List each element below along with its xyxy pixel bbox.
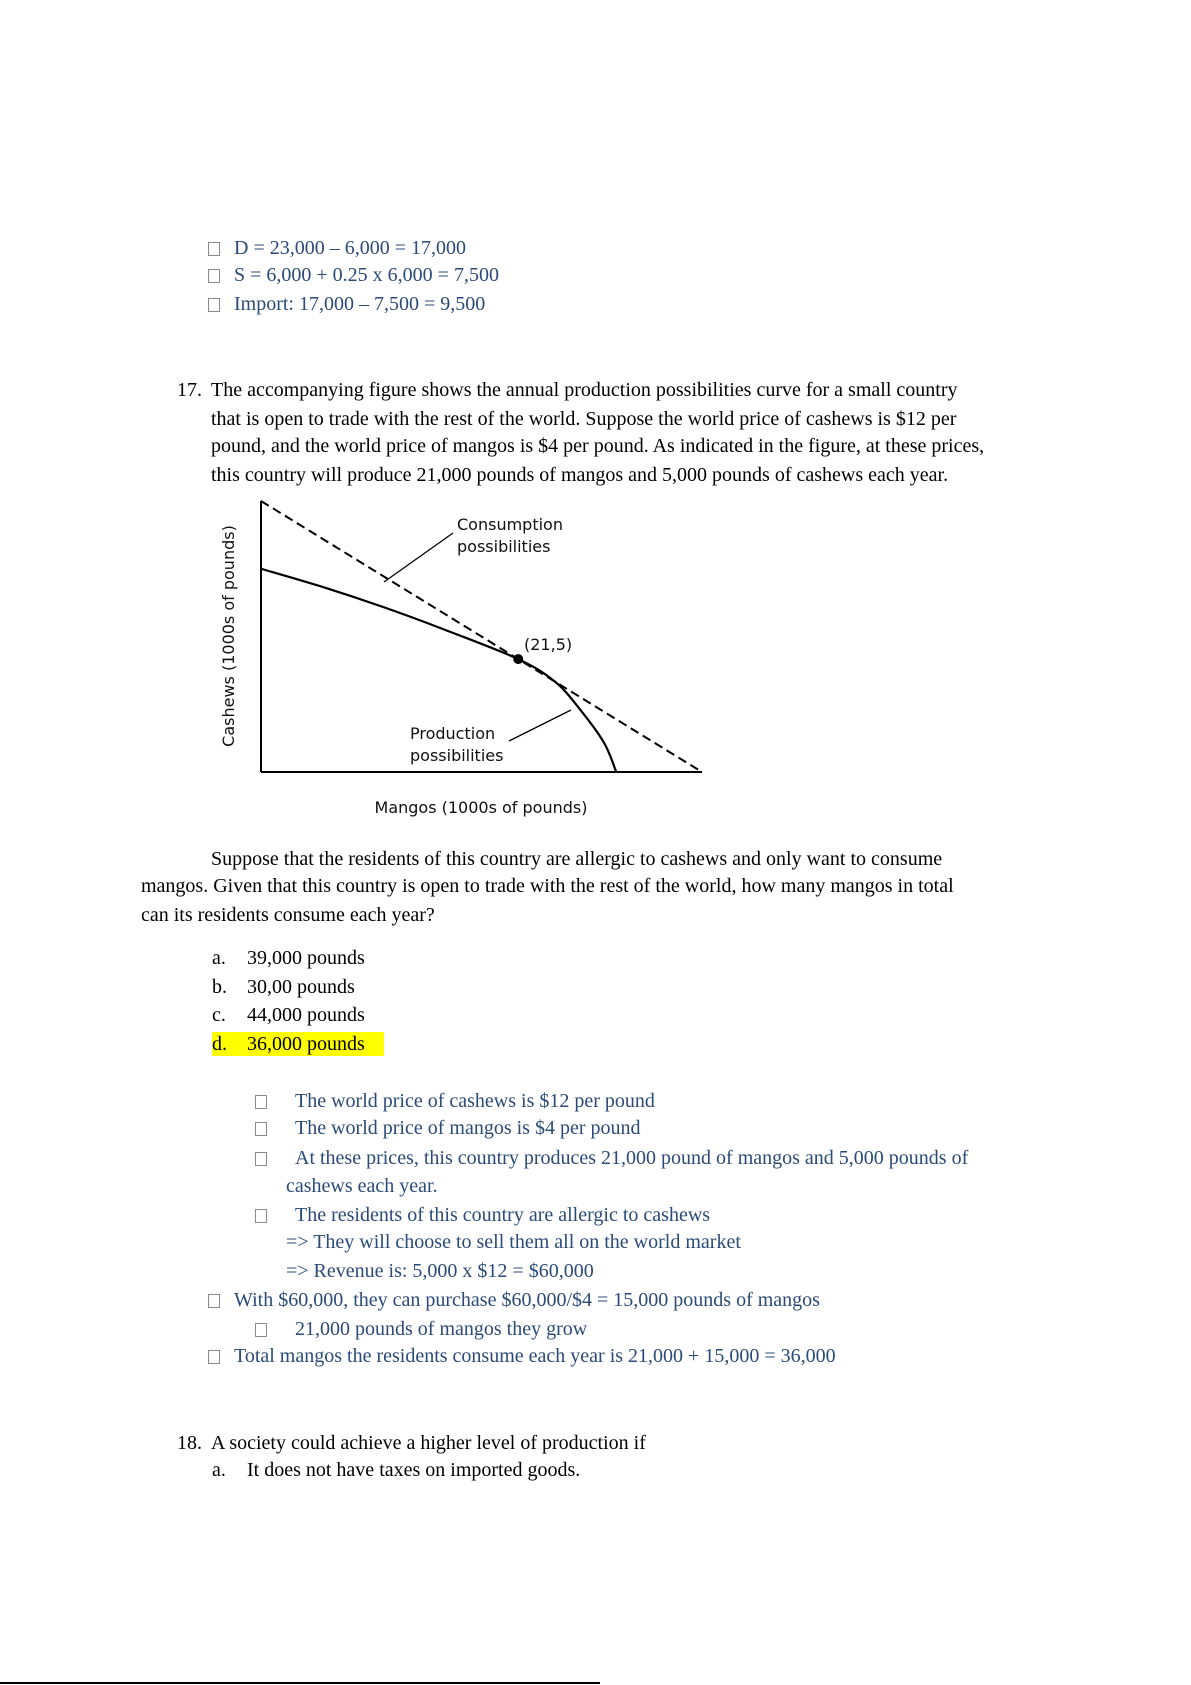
question-text: A society could achieve a higher level of production if bbox=[211, 1432, 646, 1454]
explanation-line: The world price of cashews is $12 per pound bbox=[295, 1090, 655, 1112]
option-letter: a. bbox=[212, 1459, 226, 1481]
explanation-line: The residents of this country are allergic to cashews bbox=[295, 1204, 711, 1226]
option-text: 39,000 pounds bbox=[247, 947, 365, 969]
option-letter: d. bbox=[212, 1033, 227, 1055]
consumption-leader-line bbox=[384, 533, 453, 582]
option-letter: b. bbox=[212, 976, 227, 998]
footer-rule bbox=[0, 1682, 600, 1684]
explanation-line: At these prices, this country produces 21,000 pound of mangos and 5,000 pounds of bbox=[295, 1147, 969, 1169]
explanation-line: => Revenue is: 5,000 x $12 = $60,000 bbox=[286, 1260, 594, 1282]
question-text: that is open to trade with the rest of the world. Suppose the world price of cashews is $12 per bbox=[211, 408, 957, 430]
checkbox-bullet-icon bbox=[255, 1323, 267, 1337]
explanation-line: With $60,000, they can purchase $60,000/$4 = 15,000 pounds of mangos bbox=[234, 1289, 820, 1311]
production-leader-line bbox=[509, 710, 571, 741]
point-label: (21,5) bbox=[524, 635, 573, 654]
prev-answer-line: Import: 17,000 – 7,500 = 9,500 bbox=[234, 293, 486, 315]
prev-answer-line: D = 23,000 – 6,000 = 17,000 bbox=[234, 237, 467, 259]
y-axis-label: Cashews (1000s of pounds) bbox=[219, 525, 238, 747]
option-b[interactable] bbox=[212, 975, 355, 999]
option-d-correct[interactable] bbox=[212, 1032, 384, 1056]
question-text: mangos. Given that this country is open to trade with the rest of the world, how many mangos in total bbox=[141, 875, 954, 897]
option-a[interactable] bbox=[212, 946, 365, 970]
checkbox-bullet-icon bbox=[255, 1152, 267, 1166]
question-text: can its residents consume each year? bbox=[141, 904, 435, 926]
production-label: Production bbox=[410, 724, 496, 743]
option-text: 30,00 pounds bbox=[247, 976, 355, 998]
option-c[interactable] bbox=[212, 1003, 365, 1027]
checkbox-bullet-icon bbox=[255, 1209, 267, 1223]
production-label: possibilities bbox=[410, 746, 504, 765]
checkbox-bullet-icon bbox=[208, 1350, 220, 1364]
option-letter: c. bbox=[212, 1004, 226, 1026]
production-point-marker bbox=[513, 654, 523, 664]
checkbox-bullet-icon bbox=[208, 1294, 220, 1308]
explanation-line: Total mangos the residents consume each year is 21,000 + 15,000 = 36,000 bbox=[234, 1345, 836, 1367]
option-text: 44,000 pounds bbox=[247, 1004, 365, 1026]
question-text: this country will produce 21,000 pounds of mangos and 5,000 pounds of cashews each year. bbox=[211, 464, 949, 486]
option-a[interactable] bbox=[212, 1458, 581, 1482]
option-letter: a. bbox=[212, 947, 226, 969]
checkbox-bullet-icon bbox=[255, 1095, 267, 1109]
ppf-chart bbox=[0, 0, 1191, 840]
explanation-line: The world price of mangos is $4 per pound bbox=[295, 1117, 641, 1139]
explanation-line: => They will choose to sell them all on the world market bbox=[286, 1231, 741, 1253]
consumption-label: possibilities bbox=[457, 537, 551, 556]
consumption-label: Consumption bbox=[457, 515, 563, 534]
option-text: 36,000 pounds bbox=[247, 1033, 365, 1055]
question-number: 17. bbox=[177, 379, 202, 401]
question-number: 18. bbox=[177, 1432, 202, 1454]
prev-answer-line: S = 6,000 + 0.25 x 6,000 = 7,500 bbox=[234, 264, 499, 286]
explanation-line: cashews each year. bbox=[286, 1175, 438, 1197]
question-text: Suppose that the residents of this country are allergic to cashews and only want to consume bbox=[211, 848, 943, 870]
explanation-line: 21,000 pounds of mangos they grow bbox=[295, 1318, 588, 1340]
x-axis-label: Mangos (1000s of pounds) bbox=[374, 798, 588, 817]
question-text: The accompanying figure shows the annual production possibilities curve for a small country bbox=[211, 379, 958, 401]
question-text: pound, and the world price of mangos is $4 per pound. As indicated in the figure, at these prices, bbox=[211, 435, 985, 457]
checkbox-bullet-icon bbox=[255, 1122, 267, 1136]
option-text: It does not have taxes on imported goods. bbox=[247, 1459, 581, 1481]
